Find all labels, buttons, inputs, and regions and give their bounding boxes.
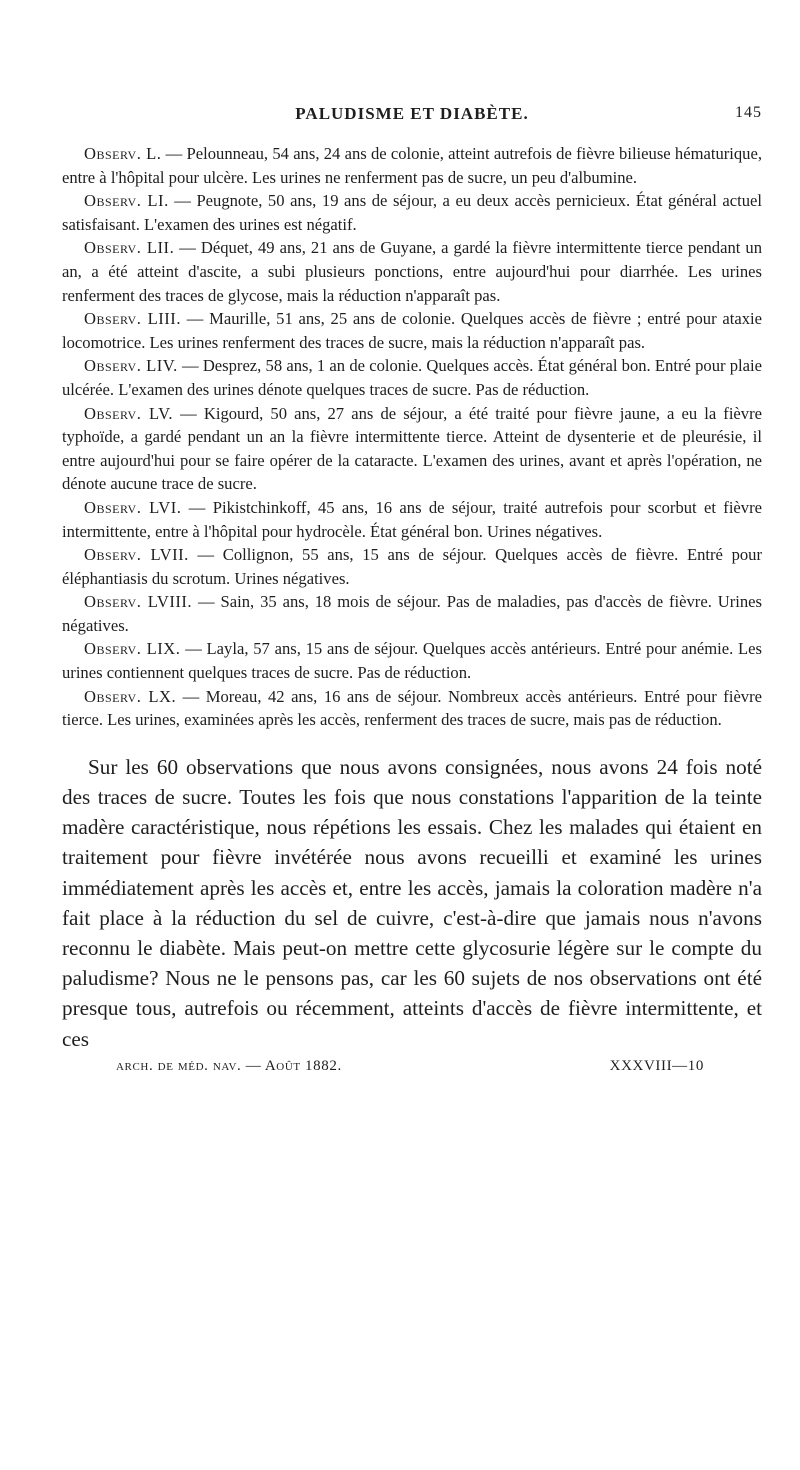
printer-signature: XXXVIII—10: [609, 1057, 704, 1074]
observation-56: [62, 496, 762, 543]
page-number: 145: [735, 104, 762, 121]
observation-text: — Desprez, 58 ans, 1 an de colonie. Quelques accès. État général bon. Entré pour plaie ulcérée. L'examen des urines dénote quelques traces de sucre. Pas de réduction.: [62, 356, 763, 399]
observation-label: Observ. LI.: [84, 191, 169, 211]
observation-label: Observ. LV.: [84, 403, 174, 423]
observation-text: — Pelounneau, 54 ans, 24 ans de colonie, atteint autrefois de fièvre bilieuse hématurique, entre à l'hôpital pour ulcère. Les urines ne renferment pas de sucre, un peu d'albumine.: [62, 144, 762, 187]
observation-text: — Moreau, 42 ans, 16 ans de séjour. Nombreux accès antérieurs. Entré pour fièvre tierce. Les urines, examinées après les accès, renferment des traces de sucre, mais pas de réduction.: [62, 686, 762, 730]
observation-text: — Maurille, 51 ans, 25 ans de colonie. Quelques accès de fièvre ; entré pour ataxie locomotrice. Les urines renferment des traces de sucre, mais la réduction n'apparaît pas.: [62, 309, 763, 352]
observation-54: [62, 354, 762, 401]
observation-text: — Déquet, 49 ans, 21 ans de Guyane, a gardé la fièvre intermittente tierce pendant un an, a été atteint d'ascite, a subi plusieurs ponctions, entre aujourd'hui pour diarrhée. Les urines renferment des traces de glycose, mais la réduction n'apparaît pas.: [62, 238, 762, 305]
observation-label: Observ. LX.: [84, 686, 177, 706]
page-title: PALUDISME ET DIABÈTE.: [295, 104, 529, 123]
observations-list: [62, 142, 762, 732]
observation-label: Observ. LVIII.: [84, 592, 193, 612]
observation-57: [62, 543, 762, 590]
observation-label: Observ. LIII.: [84, 309, 181, 329]
body-text: [62, 752, 762, 1054]
observation-53: [62, 307, 762, 354]
observation-text: — Layla, 57 ans, 15 ans de séjour. Quelques accès antérieurs. Entré pour anémie. Les urines contiennent quelques traces de sucre. Pas de réduction.: [62, 639, 762, 683]
observation-59: [62, 637, 762, 684]
observation-label: Observ. LIV.: [84, 356, 178, 376]
observation-text: — Kigourd, 50 ans, 27 ans de séjour, a été traité pour fièvre jaune, a eu la fièvre typhoïde, a gardé pendant un an la fièvre intermittente tierce. Atteint de dysenterie et de pleurésie, il entre aujourd'hui pour se faire opérer de la cataracte. L'examen des urines, avant et après l'opération, ne dénote aucune trace de sucre.: [62, 403, 762, 494]
observation-51: [62, 189, 762, 236]
observation-text: — Sain, 35 ans, 18 mois de séjour. Pas de maladies, pas d'accès de fièvre. Urines négatives.: [62, 592, 762, 635]
observation-52: [62, 236, 762, 307]
body-paragraph: Sur les 60 observations que nous avons consignées, nous avons 24 fois noté des traces de sucre. Toutes les fois que nous constations l'apparition de la teinte madère caractéristique, nous répétions les essais. Chez les malades qui étaient en traitement pour fièvre invétérée nous avons recueilli et examiné les urines immédiatement après les accès et, entre les accès, jamais la coloration madère n'a fait place à la réduction du sel de cuivre, c'est-à-dire que jamais nous n'avons reconnu le diabète. Mais peut-on mettre cette glycosurie légère sur le compte du paludisme? Nous ne le pensons pas, car les 60 sujets de nos observations ont été presque tous, autrefois ou récemment, atteints d'accès de fièvre intermittente, et ces: [62, 754, 762, 1051]
journal-citation: arch. de méd. nav. — Août 1882.: [116, 1057, 342, 1074]
document-page: [62, 104, 762, 1082]
observation-50: [62, 142, 762, 189]
observation-text: — Collignon, 55 ans, 15 ans de séjour. Quelques accès de fièvre. Entré pour éléphantiasis du scrotum. Urines négatives.: [62, 545, 763, 588]
running-head: [62, 104, 762, 130]
observation-label: Observ. L.: [84, 144, 162, 163]
observation-60: [62, 685, 762, 732]
observation-55: [62, 402, 762, 496]
observation-label: Observ. LVII.: [84, 545, 189, 565]
observation-text: — Pikistchinkoff, 45 ans, 16 ans de séjour, traité autrefois pour scorbut et fièvre intermittente, entre à l'hôpital pour hydrocèle. État général bon. Urines négatives.: [62, 497, 762, 541]
page-footer: [62, 1058, 762, 1082]
observation-label: Observ. LII.: [84, 238, 175, 258]
observation-text: — Peugnote, 50 ans, 19 ans de séjour, a eu deux accès pernicieux. État général actuel satisfaisant. L'examen des urines est négatif.: [62, 191, 763, 234]
observation-label: Observ. LVI.: [84, 497, 182, 517]
observation-58: [62, 590, 762, 637]
observation-label: Observ. LIX.: [84, 639, 181, 659]
